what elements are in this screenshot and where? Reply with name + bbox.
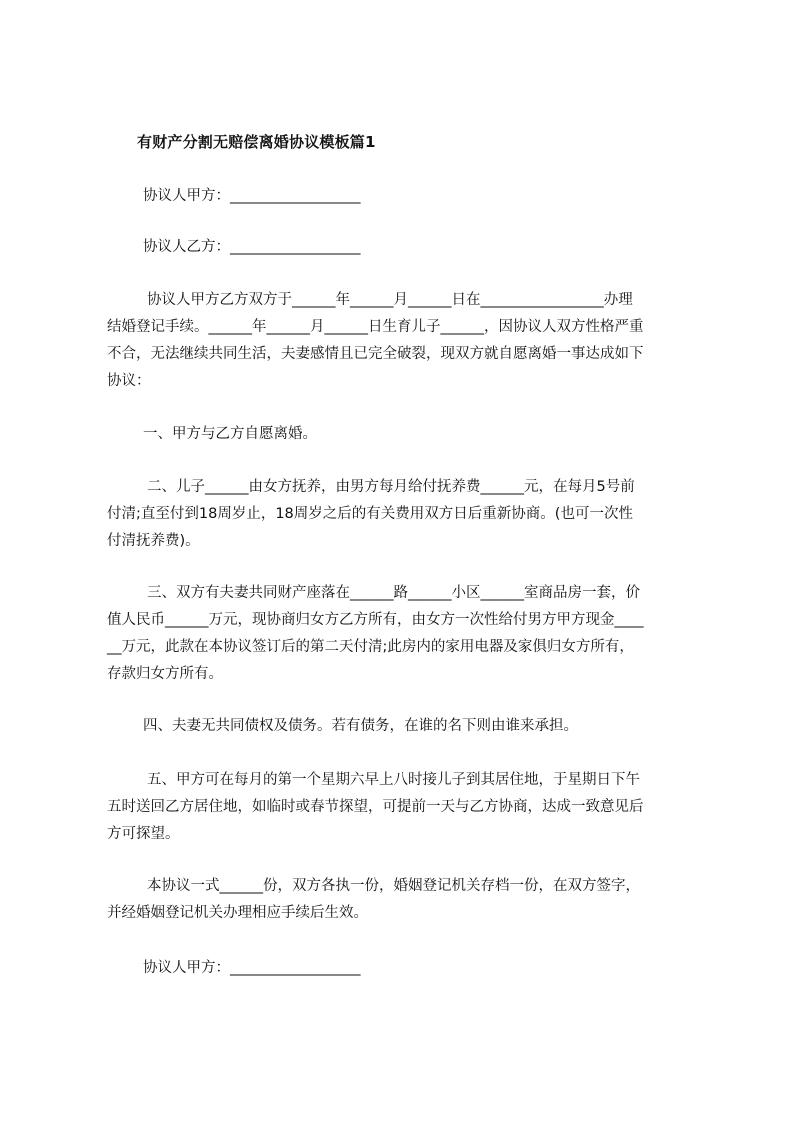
party-a-sign-line (107, 955, 703, 982)
intro-paragraph (107, 287, 703, 395)
clause-3-line: 值人民币______万元，现协商归女方乙方所有，由女方一次性给付男方甲方现金____ (107, 612, 644, 628)
clause-2 (107, 474, 703, 555)
clause-4-text: 四、夫妻无共同债权及债务。若有债务，在谁的名下则由谁来承担。 (143, 718, 578, 734)
clause-4 (107, 713, 703, 740)
intro-line: 不合，无法继续共同生活，夫妻感情且已完全破裂，现双方就自愿离婚一事达成如下 (107, 346, 644, 362)
copies-line: 本协议一式______份，双方各执一份，婚姻登记机关存档一份，在双方签字， (147, 878, 640, 894)
copies-line: 并经婚姻登记机关办理相应手续后生效。 (107, 905, 368, 921)
clause-5-line: 五、甲方可在每月的第一个星期六早上八时接儿子到其居住地，于星期日下午 (147, 772, 640, 788)
clause-1 (107, 421, 703, 448)
party-b-line (107, 234, 703, 261)
clause-2-line: 付清抚养费)。 (107, 533, 200, 549)
party-a-line (107, 183, 703, 210)
intro-line: 结婚登记手续。______年______月______日生育儿子______，因协议人双方性格严重 (107, 319, 644, 335)
clause-1-text: 一、甲方与乙方自愿离婚。 (143, 426, 317, 442)
clause-3-line: 存款归女方所有。 (107, 666, 223, 682)
party-a-text: 协议人甲方：__________________ (143, 188, 361, 204)
clause-2-line: 付清;直至付到18周岁止，18周岁之后的有关费用双方日后重新协商。(也可一次性 (107, 506, 633, 522)
clause-5 (107, 767, 703, 848)
copies-paragraph (107, 873, 703, 927)
document-title: 有财产分割无赔偿离婚协议模板篇1 (137, 133, 376, 151)
clause-3 (107, 580, 703, 688)
party-b-text: 协议人乙方：__________________ (143, 239, 361, 255)
clause-5-line: 五时送回乙方居住地，如临时或春节探望，可提前一天与乙方协商，达成一致意见后 (107, 799, 644, 815)
clause-3-line: __万元，此款在本协议签订后的第二天付清;此房内的家用电器及家俱归女方所有， (107, 639, 634, 655)
clause-5-line: 方可探望。 (107, 826, 180, 842)
party-a-sign-text: 协议人甲方：__________________ (143, 960, 361, 976)
clause-2-line: 二、儿子______由女方抚养，由男方每月给付抚养费______元，在每月5号前 (147, 479, 635, 495)
clause-3-line: 三、双方有夫妻共同财产座落在______路______小区______室商品房一套，价 (147, 585, 640, 601)
intro-line: 协议人甲方乙方双方于______年______月______日在_________________办理 (147, 292, 633, 308)
intro-line: 协议： (107, 373, 151, 389)
